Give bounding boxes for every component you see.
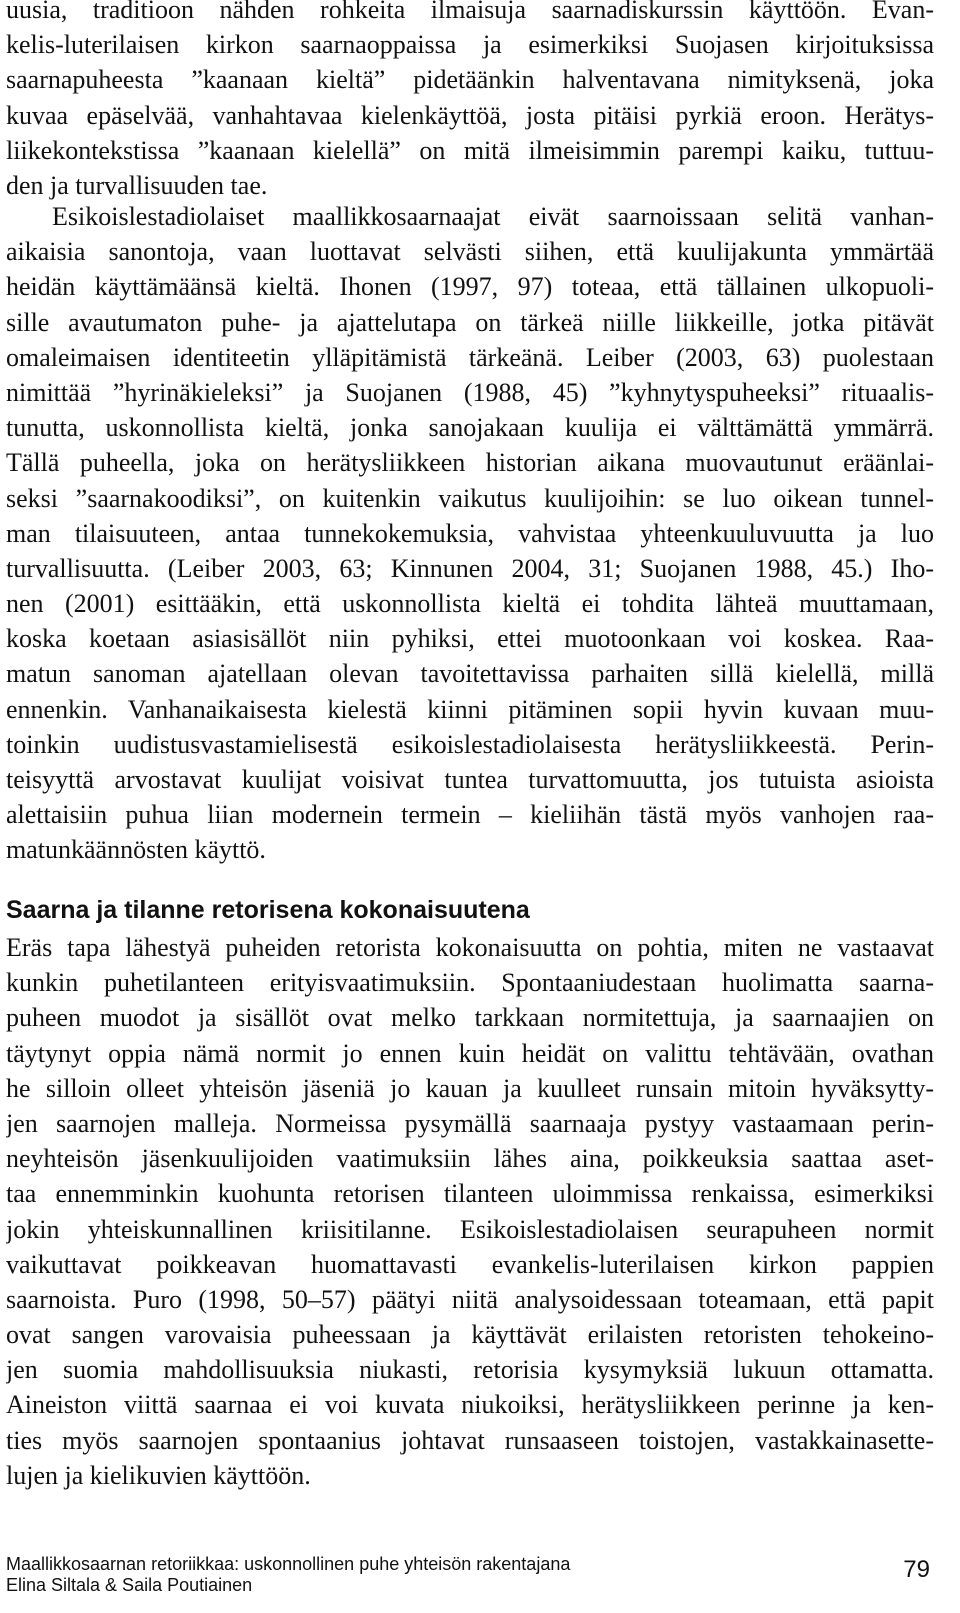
text-line: neyhteisön jäsenkuulijoiden vaatimuksiin lähes aina, poikkeuksia saattaa aset-	[6, 1144, 934, 1174]
text-line: Eräs tapa lähestyä puheiden retorista kokonaisuutta on pohtia, miten ne vastaavat	[6, 933, 934, 962]
page-number: 79	[903, 1556, 930, 1583]
text-line: vaikuttavat poikkeavan huomattavasti evankelis-luterilaisen kirkon pappien	[6, 1249, 934, 1279]
text-line: ties myös saarnojen spontaanius johtavat runsaaseen toistojen, vastakkainasette-	[6, 1425, 934, 1455]
section-heading: Saarna ja tilanne retorisena kokonaisuutena	[6, 896, 530, 924]
paragraph-3	[6, 930, 934, 1493]
text-line: taa ennemminkin kuohunta retorisen tilanteen uloimmissa renkaissa, esimerkiksi	[6, 1179, 934, 1209]
text-line: seksi ”saarnakoodiksi”, on kuitenkin vaikutus kuulijoihin: se luo oikean tunnel-	[6, 483, 934, 513]
text-line: alettaisiin puhua liian modernein termein – kieliihän tästä myös vanhojen raa-	[6, 800, 934, 830]
text-line: liikekontekstissa ”kaanaan kielellä” on mitä ilmeisimmin parempi kaiku, tuttuu-	[6, 135, 934, 165]
text-line: he silloin olleet yhteisön jäseniä jo kauan ja kuulleet runsain mitoin hyväksytty-	[6, 1073, 934, 1103]
text-line: nimittää ”hyrinäkieleksi” ja Suojanen (1988, 45) ”kyhnytyspuheeksi” rituaalis-	[6, 377, 934, 407]
text-line: matunkäännösten käyttö.	[6, 835, 266, 865]
text-line: täytynyt oppia nämä normit jo ennen kuin heidät on valittu tehtävään, ovathan	[6, 1038, 934, 1068]
text-line: matun sanoman ajatellaan olevan tavoitettavissa parhaiten sillä kielellä, millä	[6, 659, 934, 689]
text-line: kunkin puhetilanteen erityisvaatimuksiin. Spontaaniudestaan huolimatta saarna-	[6, 968, 934, 998]
text-line: nen (2001) esittääkin, että uskonnollista kieltä ei tohdita lähteä muuttamaan,	[6, 589, 934, 619]
text-line: omaleimaisen identiteetin ylläpitämistä tärkeänä. Leiber (2003, 63) puolestaan	[6, 342, 934, 372]
text-line: den ja turvallisuuden tae.	[6, 170, 268, 200]
text-line: jokin yhteiskunnallinen kriisitilanne. Esikoislestadiolaisen seurapuheen normit	[6, 1214, 934, 1244]
footer-authors: Elina Siltala & Saila Poutiainen	[6, 1575, 253, 1595]
text-line: uusia, traditioon nähden rohkeita ilmaisuja saarnadiskurssin käyttöön. Evan-	[6, 0, 934, 24]
text-line: tunutta, uskonnollista kieltä, jonka sanojakaan kuulija ei välttämättä ymmärrä.	[6, 413, 934, 443]
text-line: koska koetaan asiasisällöt niin pyhiksi, ettei muotoonkaan voi koskea. Raa-	[6, 624, 934, 654]
text-line: Esikoislestadiolaiset maallikkosaarnaajat eivät saarnoissaan selitä vanhan-	[52, 202, 934, 231]
text-line: jen saarnojen malleja. Normeissa pysymällä saarnaaja pystyy vastaamaan perin-	[6, 1108, 934, 1138]
page-footer	[6, 1554, 930, 1596]
text-line: sille avautumaton puhe- ja ajattelutapa on tärkeä niille liikkeille, jotka pitävät	[6, 307, 934, 337]
text-line: ennenkin. Vanhanaikaisesta kielestä kiinni pitäminen sopii hyvin kuvaan muu-	[6, 694, 934, 724]
text-line: kelis-luterilaisen kirkon saarnaoppaissa ja esimerkiksi Suojasen kirjoituksissa	[6, 30, 934, 60]
text-line: lujen ja kielikuvien käyttöön.	[6, 1460, 311, 1490]
text-line: saarnoista. Puro (1998, 50–57) päätyi niitä analysoidessaan toteamaan, että papit	[6, 1284, 934, 1314]
text-line: jen suomia mahdollisuuksia niukasti, retorisia kysymyksiä lukuun ottamatta.	[6, 1355, 934, 1385]
text-line: turvallisuutta. (Leiber 2003, 63; Kinnunen 2004, 31; Suojanen 1988, 45.) Iho-	[6, 553, 934, 583]
text-line: Tällä puheella, joka on herätysliikkeen historian aikana muovautunut eräänlai-	[6, 448, 934, 478]
text-line: ovat sangen varovaisia puheessaan ja käyttävät erilaisten retoristen tehokeino-	[6, 1320, 934, 1350]
text-line: man tilaisuuteen, antaa tunnekokemuksia, vahvistaa yhteenkuuluvuutta ja luo	[6, 518, 934, 548]
text-line: teisyyttä arvostavat kuulijat voisivat tuntea turvattomuutta, jos tutuista asioista	[6, 765, 934, 794]
text-line: Aineiston viittä saarnaa ei voi kuvata niukoiksi, herätysliikkeen perinne ja ken-	[6, 1390, 934, 1420]
text-line: kuvaa epäselvää, vanhahtavaa kielenkäyttöä, josta pitäisi pyrkiä eroon. Herätys-	[6, 100, 934, 130]
footer-title: Maallikkosaarnan retoriikkaa: uskonnollinen puhe yhteisön rakentajana	[6, 1554, 571, 1574]
text-line: heidän käyttämäänsä kieltä. Ihonen (1997, 97) toteaa, että tällainen ulkopuoli-	[6, 272, 934, 302]
text-line: puheen muodot ja sisällöt ovat melko tarkkaan normitettuja, ja saarnaajien on	[6, 1003, 934, 1033]
paragraph-2	[6, 199, 934, 868]
text-line: toinkin uudistusvastamielisestä esikoislestadiolaisesta herätysliikkeestä. Perin-	[6, 729, 934, 759]
paragraph-1	[6, 0, 934, 203]
text-line: saarnapuheesta ”kaanaan kieltä” pidetäänkin halventavana nimityksenä, joka	[6, 65, 934, 95]
text-line: aikaisia sanontoja, vaan luottavat selvästi siihen, että kuulijakunta ymmärtää	[6, 237, 934, 267]
